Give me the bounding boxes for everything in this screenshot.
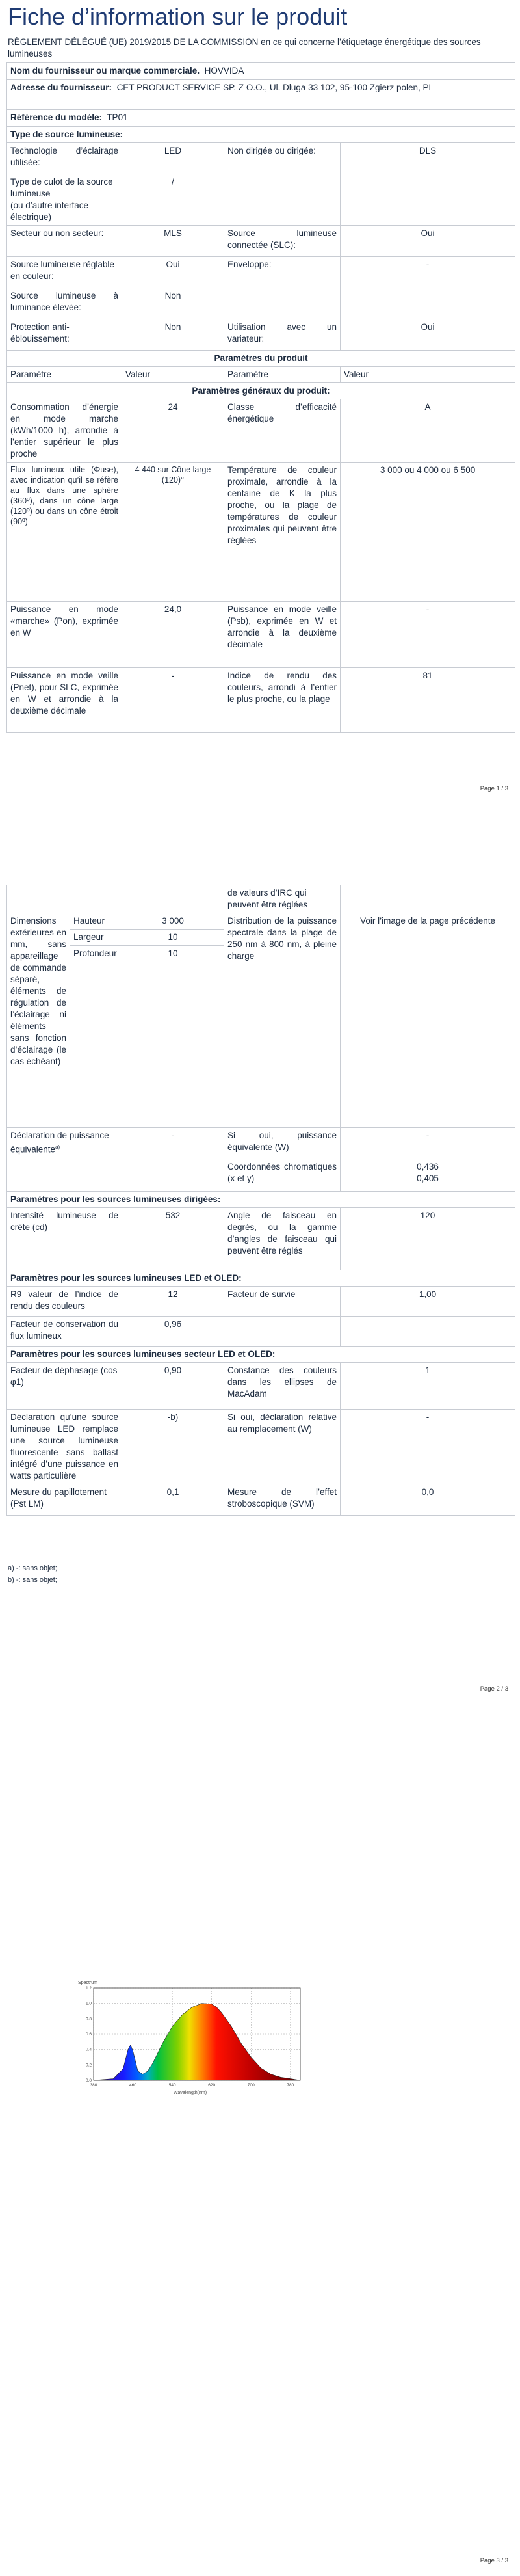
general-heading: Paramètres généraux du produit: [7, 383, 515, 399]
r9-label: R9 valeur de l’indice de rendu des couleurs [7, 1287, 122, 1317]
pon-label: Puissance en mode «marche» (Pon), exprimée en W [7, 602, 122, 668]
y-axis-label: Spectrum [78, 1981, 98, 1985]
nondir-label: Non dirigée ou dirigée: [224, 143, 341, 174]
x-tick-label: 460 [129, 2083, 137, 2087]
survival-value: 1,00 [341, 1287, 515, 1317]
height-value: 3 000 [122, 913, 224, 930]
cri-label: Indice de rendu des couleurs, arrondi à l’entier le plus proche, ou la plage [224, 668, 341, 733]
survival-label: Facteur de survie [224, 1287, 341, 1317]
antiglare-value: Non [122, 319, 224, 351]
width-value: 10 [122, 930, 224, 946]
slc-label: Source lumineuse connectée (SLC): [224, 226, 341, 257]
equiv-w-value: - [341, 1128, 515, 1159]
page-number: Page 1 / 3 [480, 785, 508, 792]
x-tick-label: 380 [90, 2083, 98, 2087]
maint-value: 0,96 [122, 1317, 224, 1347]
footnote-a: a) -: sans objet; [8, 1564, 57, 1572]
cri-value: 81 [341, 668, 515, 733]
col-value-1: Valeur [122, 367, 224, 383]
cct-label: Température de couleur proximale, arrondie à la centaine de K la plus proche, ou la plage de températures de couleur proximales qui peuvent être réglées [224, 463, 341, 602]
x-tick-label: 780 [287, 2083, 294, 2087]
cri-cont-label: de valeurs d’IRC qui peuvent être réglées [224, 885, 341, 913]
page-title: Fiche d’information sur le produit [8, 3, 348, 30]
page-number: Page 3 / 3 [480, 2557, 508, 2564]
x-axis-label: Wavelength(nm) [174, 2091, 207, 2095]
type-heading: Type de source lumineuse: [7, 127, 515, 143]
x-tick-label: 540 [168, 2083, 176, 2087]
replace-w-value: - [341, 1410, 515, 1484]
col-value-2: Valeur [341, 367, 515, 383]
nondir-value: DLS [341, 143, 515, 174]
envelope-value: - [341, 257, 515, 288]
footnote-b: b) -: sans objet; [8, 1576, 57, 1584]
consumption-value: 24 [122, 399, 224, 463]
tech-label: Technologie d’éclairage utilisée: [7, 143, 122, 174]
highlum-label: Source lumineuse à luminance élevée: [7, 288, 122, 319]
mains-value: MLS [122, 226, 224, 257]
mains-heading: Paramètres pour les sources lumineuses secteur LED et OLED: [7, 1347, 515, 1363]
tech-value: LED [122, 143, 224, 174]
regulation-text: RÈGLEMENT DÉLÉGUÉ (UE) 2019/2015 DE LA COMMISSION en ce qui concerne l’étiquetage énergétique des sources lumineuses [8, 37, 481, 59]
pon-value: 24,0 [122, 602, 224, 668]
chroma-value: 0,436 0,405 [341, 1159, 515, 1192]
spectrum-area [94, 2004, 300, 2080]
y-tick-label: 1.0 [85, 2001, 92, 2006]
equiv-label: Déclaration de puissance équivalente$^{a)}$ [7, 1128, 122, 1159]
beam-value: 120 [341, 1208, 515, 1270]
replace-w-label: Si oui, déclaration relative au remplacement (W) [224, 1410, 341, 1484]
supplier-row: Nom du fournisseur ou marque commerciale. HOVVIDA [7, 63, 515, 80]
col-param-2: Paramètre [224, 367, 341, 383]
envelope-label: Enveloppe: [224, 257, 341, 288]
svm-label: Mesure de l’effet stroboscopique (SVM) [224, 1484, 341, 1516]
replace-label: Déclaration qu’une source lumineuse LED remplace une source lumineuse fluorescente sans ballast intégré d’une puissance en watts particulière [7, 1410, 122, 1484]
led-heading: Paramètres pour les sources lumineuses LED et OLED: [7, 1270, 515, 1287]
cap-value: / [122, 174, 224, 226]
x-tick-label: 700 [247, 2083, 255, 2087]
page-number: Page 2 / 3 [480, 1685, 508, 1693]
highlum-value: Non [122, 288, 224, 319]
consumption-label: Consommation d’énergie en mode marche (kWh/1000 h), arrondie à l’entier supérieur le plus proche [7, 399, 122, 463]
peak-label: Intensité lumineuse de crête (cd) [7, 1208, 122, 1270]
page-1 [0, 0, 520, 865]
class-value: A [341, 399, 515, 463]
y-tick-label: 0.0 [85, 2078, 92, 2083]
product-info-table [6, 62, 515, 733]
dimmer-label: Utilisation avec un variateur: [224, 319, 341, 351]
cap-label: Type de culot de la source lumineuse (ou d’autre interface électrique) [7, 174, 122, 226]
beam-label: Angle de faisceau en degrés, ou la gamme d’angles de faisceau qui peuvent être réglés [224, 1208, 341, 1270]
cct-value: 3 000 ou 4 000 ou 6 500 [341, 463, 515, 602]
col-param-1: Paramètre [7, 367, 122, 383]
params-heading: Paramètres du produit [7, 351, 515, 367]
dims-label: Dimensions extérieures en mm, sans appareillage de commande séparé, éléments de régulation de l’éclairage ni éléments sans fonction d’éclairage (le cas échéant) [7, 913, 70, 1128]
equiv-value: - [122, 1128, 224, 1159]
page-2 [0, 865, 520, 1730]
flux-label: Flux lumineux utile (Φuse), avec indication qu’il se réfère au flux dans une sphère (360º), dans un cône large (120º) ou dans un cône étroit (90º) [7, 463, 122, 602]
flicker-value: 0,1 [122, 1484, 224, 1516]
svm-value: 0,0 [341, 1484, 515, 1516]
x-tick-label: 620 [208, 2083, 216, 2087]
equiv-w-label: Si oui, puissance équivalente (W) [224, 1128, 341, 1159]
pf-value: 0,90 [122, 1363, 224, 1410]
pnet-value: - [122, 668, 224, 733]
y-tick-label: 0.2 [85, 2063, 92, 2068]
depth-value: 10 [122, 946, 224, 1128]
y-tick-label: 0.6 [85, 2032, 92, 2037]
mains-label: Secteur ou non secteur: [7, 226, 122, 257]
psb-value: - [341, 602, 515, 668]
dir-heading: Paramètres pour les sources lumineuses dirigées: [7, 1192, 515, 1208]
tunable-label: Source lumineuse réglable en couleur: [7, 257, 122, 288]
page-3 [0, 1730, 520, 2576]
height-label: Hauteur [70, 913, 122, 930]
y-tick-label: 0.4 [85, 2047, 92, 2052]
spd-value: Voir l’image de la page précédente [341, 913, 515, 1128]
flicker-label: Mesure du papillotement (Pst LM) [7, 1484, 122, 1516]
replace-value: -b) [122, 1410, 224, 1484]
spectrum-chart [73, 1976, 313, 2097]
y-tick-label: 1.2 [85, 1986, 92, 1991]
y-tick-label: 0.8 [85, 2017, 92, 2022]
maint-label: Facteur de conservation du flux lumineux [7, 1317, 122, 1347]
peak-value: 532 [122, 1208, 224, 1270]
psb-label: Puissance en mode veille (Psb), exprimée en W et arrondie à la deuxième décimale [224, 602, 341, 668]
pnet-label: Puissance en mode veille (Pnet), pour SLC, exprimée en W et arrondie à la deuxième décimale [7, 668, 122, 733]
flux-value: 4 440 sur Cône large (120)° [122, 463, 224, 602]
macadam-label: Constance des couleurs dans les ellipses de MacAdam [224, 1363, 341, 1410]
tunable-value: Oui [122, 257, 224, 288]
address-row: Adresse du fournisseur: CET PRODUCT SERVICE SP. Z O.O., Ul. Dluga 33 102, 95-100 Zgierz polen, PL [7, 80, 515, 110]
model-row: Référence du modèle: TP01 [7, 110, 515, 127]
chroma-label: Coordonnées chromatiques (x et y) [224, 1159, 341, 1192]
slc-value: Oui [341, 226, 515, 257]
antiglare-label: Protection anti-éblouissement: [7, 319, 122, 351]
width-label: Largeur [70, 930, 122, 946]
dimmer-value: Oui [341, 319, 515, 351]
spd-label: Distribution de la puissance spectrale dans la plage de 250 nm à 800 nm, à pleine charge [224, 913, 341, 1128]
r9-value: 12 [122, 1287, 224, 1317]
class-label: Classe d’efficacité énergétique [224, 399, 341, 463]
spectrum-svg [73, 1976, 313, 2097]
product-info-table-cont [6, 885, 515, 1516]
pf-label: Facteur de déphasage (cos φ1) [7, 1363, 122, 1410]
macadam-value: 1 [341, 1363, 515, 1410]
depth-label: Profondeur [70, 946, 122, 1128]
